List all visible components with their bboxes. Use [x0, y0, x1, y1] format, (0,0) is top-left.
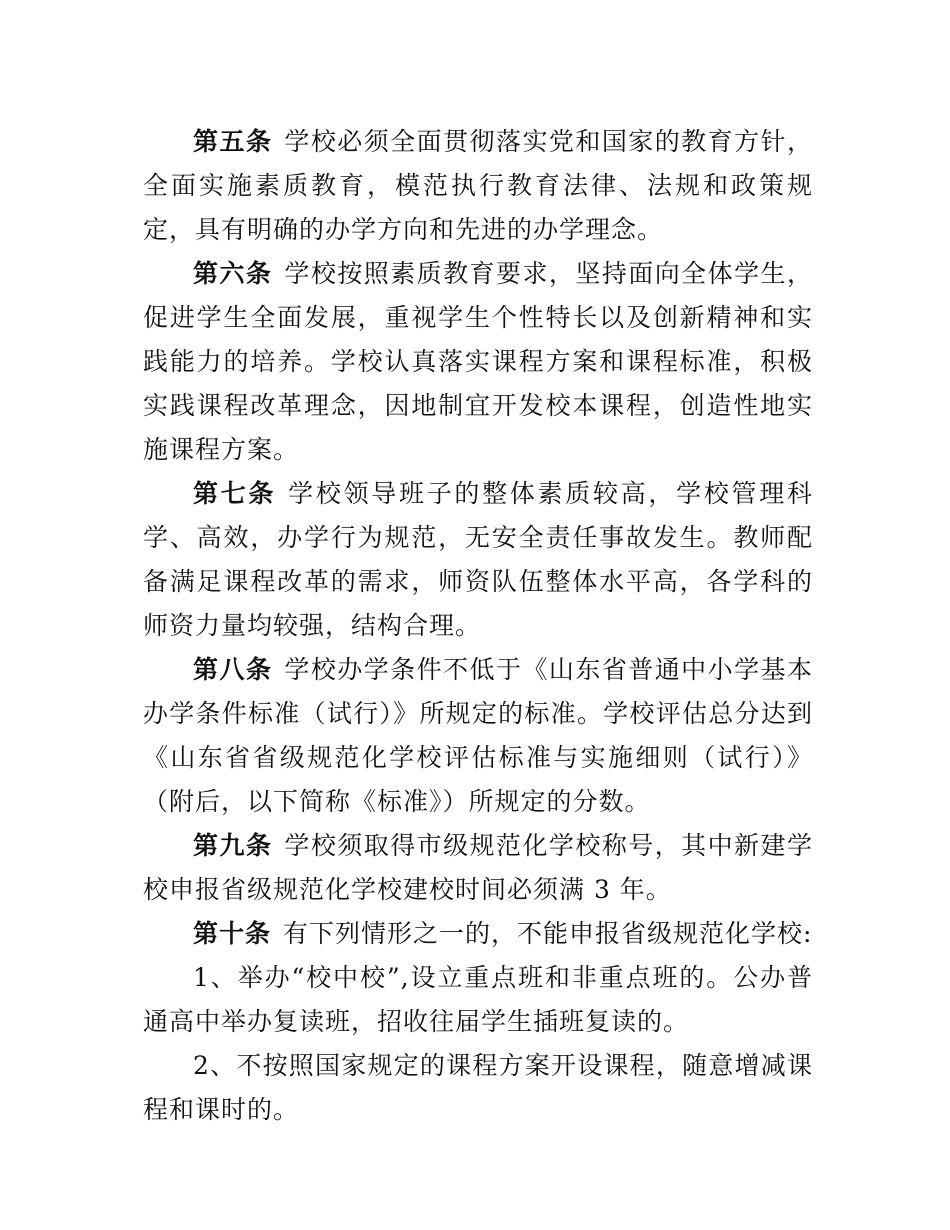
article-5-text: 学校必须全面贯彻落实党和国家的教育方针，全面实施素质教育，模范执行教育法律、法规和政策规定，具有明确的办学方向和先进的办学理念。 [143, 127, 813, 244]
article-8-paragraph [143, 648, 813, 824]
article-6-paragraph [143, 252, 813, 472]
article-10-paragraph [143, 912, 813, 956]
article-9-text: 学校须取得市级规范化学校称号，其中新建学校申报省级规范化学校建校时间必须满 3 年。 [143, 831, 813, 904]
article-8-text: 学校办学条件不低于《山东省普通中小学基本办学条件标准（试行）》所规定的标准。学校评估总分达到《山东省省级规范化学校评估标准与实施细则（试行）》（附后，以下简称《标准》）所规定的分数。 [143, 655, 813, 816]
article-7-paragraph [143, 472, 813, 648]
list-item-2-text: 2、不按照国家规定的课程方案开设课程，随意增减课程和课时的。 [143, 1051, 813, 1124]
document-page [143, 120, 813, 1132]
article-9-heading: 第九条 [193, 831, 273, 860]
article-7-heading: 第七条 [193, 479, 277, 508]
article-6-heading: 第六条 [193, 259, 273, 288]
list-item-1 [143, 956, 813, 1044]
list-item-1-text: 1、举办“校中校”,设立重点班和非重点班的。公办普通高中举办复读班，招收往届学生插班复读的。 [143, 963, 813, 1036]
article-10-heading: 第十条 [193, 919, 272, 948]
article-7-text: 学校领导班子的整体素质较高，学校管理科学、高效，办学行为规范，无安全责任事故发生。教师配备满足课程改革的需求，师资队伍整体水平高，各学科的师资力量均较强，结构合理。 [143, 479, 813, 640]
article-9-paragraph [143, 824, 813, 912]
article-6-text: 学校按照素质教育要求，坚持面向全体学生，促进学生全面发展，重视学生个性特长以及创新精神和实践能力的培养。学校认真落实课程方案和课程标准，积极实践课程改革理念，因地制宜开发校本课程，创造性地实施课程方案。 [143, 259, 813, 464]
article-5-heading: 第五条 [193, 127, 273, 156]
article-10-text: 有下列情形之一的，不能申报省级规范化学校: [283, 919, 813, 948]
list-item-2 [143, 1044, 813, 1132]
article-5-paragraph [143, 120, 813, 252]
article-8-heading: 第八条 [193, 655, 273, 684]
